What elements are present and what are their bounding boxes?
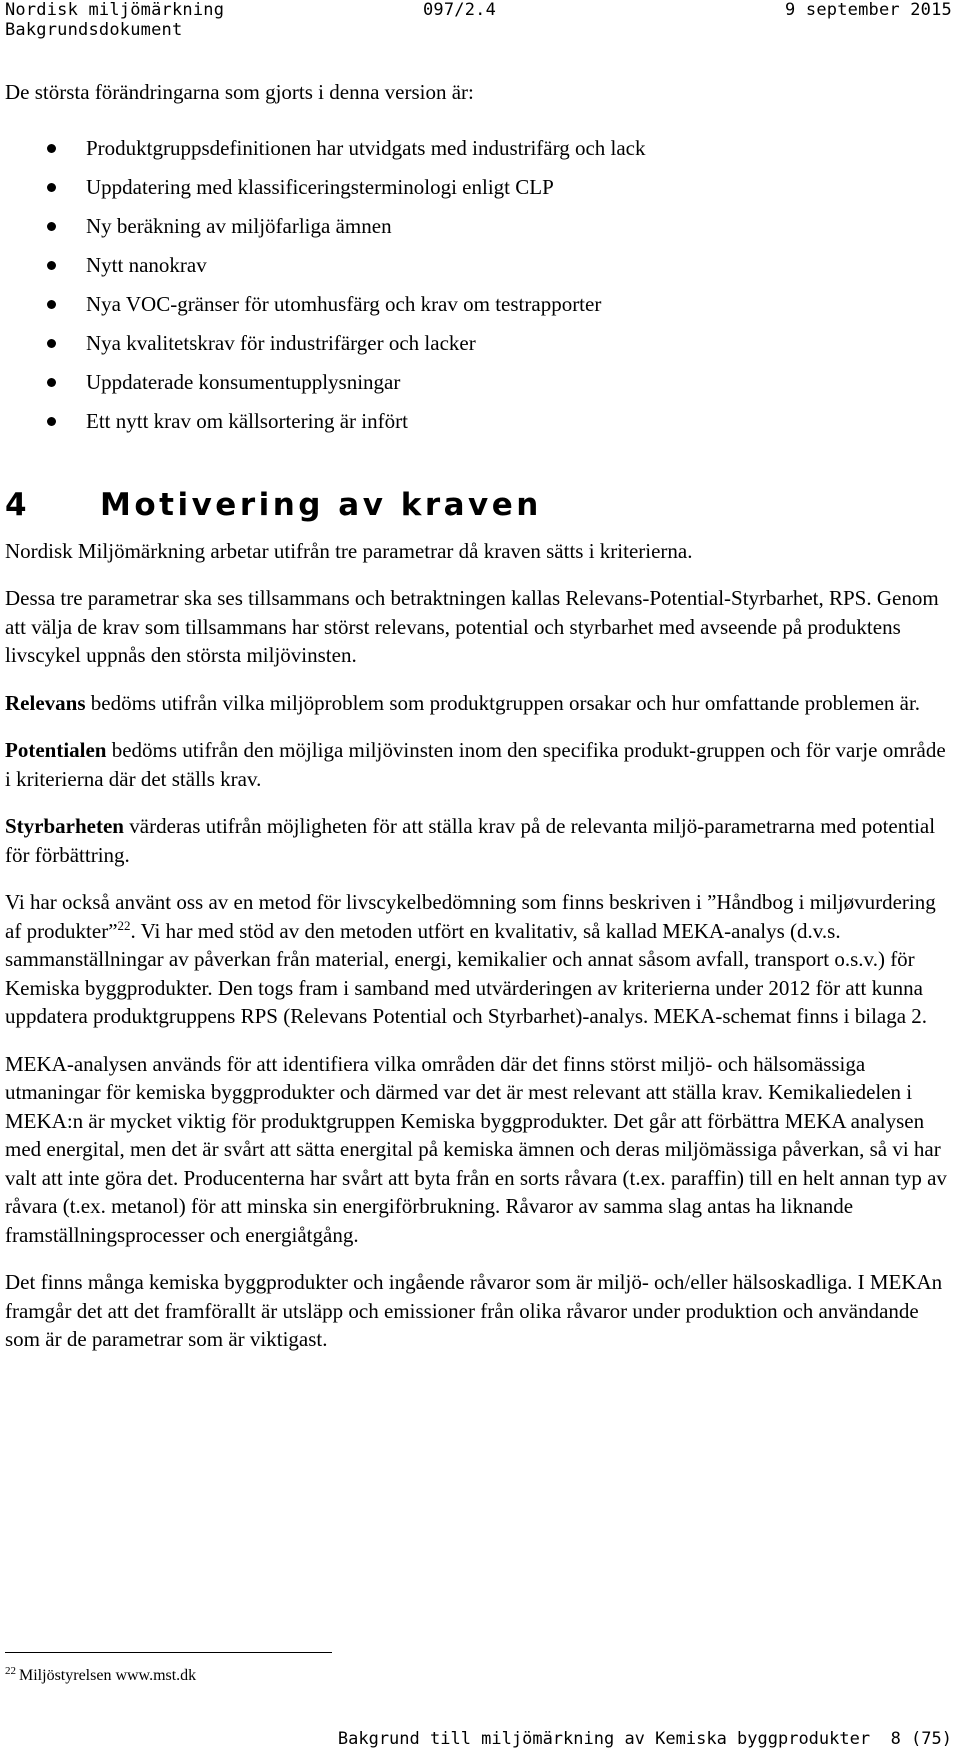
list-item: Nya kvalitetskrav för industrifärger och lacker	[5, 324, 955, 363]
paragraph-meka-method: Vi har också använt oss av en metod för livscykelbedömning som finns beskriven i ”Håndbog i miljøvurdering af produkter”$^{22}$. Vi har med stöd av den metoden utfört en kvalitativ, så kallad MEKA-analys (d.v.s. sammanställningar av påverkan från material, energi, kemikalier och annat såsom avfall, transport o.s.v.) för Kemiska byggprodukter. Den togs fram i samband med utvärderingen av kriterierna under 2012 för att kunna uppdatera produktgruppens RPS (Relevans Potential och Styrbarhet)-analys. MEKA-schemat finns i bilaga 2.	[5, 890, 936, 1028]
changes-list	[5, 129, 955, 441]
term-relevans: Relevans	[5, 690, 86, 715]
paragraph-meka-analysis: MEKA-analysen används för att identifiera vilka områden där det finns störst miljö- och hälsomässiga utmaningar för kemiska byggprodukter och därmed var det är mest relevant att ställa krav. Kemikaliedelen i MEKA:n är mycket viktig för produktgruppen Kemiska byggprodukter. Det går att förbättra MEKA analysen med energital, men det är svårt att sätta energital på kemiska ämnen och deras miljömässiga påverkan, så vi har valt att inte göra det. Producenterna har svårt att byta från en sorts råvara (t.ex. paraffin) till en helt annan typ av råvara (t.ex. metanol) för att minska sin energiförbrukning. Råvaror av samma slag antas ha liknande framställningsprocesser och energiåtgång.	[5, 1051, 947, 1247]
term-potential: Potentialen	[5, 738, 107, 762]
bullet-icon	[47, 183, 56, 192]
footnote-text: Miljöstyrelsen www.mst.dk	[19, 1667, 197, 1684]
paragraph-rps: Dessa tre parametrar ska ses tillsammans och betraktningen kallas Relevans-Potential-Styrbarhet, RPS. Genom att välja de krav som tillsammans har störst relevans, potential och styrbarhet med avseende på produktens livscykel uppnås den största miljövinsten.	[5, 586, 939, 667]
bullet-icon	[47, 144, 56, 153]
paragraph-parameters: Nordisk Miljömärkning arbetar utifrån tre parametrar då kraven sätts i kriterierna.	[5, 538, 693, 563]
footnote-reference[interactable]: 22	[117, 917, 131, 933]
list-item: Ny beräkning av miljöfarliga ämnen	[5, 207, 955, 246]
footnote-number: 22	[5, 1664, 16, 1677]
list-item: Produktgruppsdefinitionen har utvidgats med industrifärg och lack	[5, 129, 955, 168]
list-item: Nytt nanokrav	[5, 246, 955, 285]
section-title: Motivering av kraven	[100, 486, 542, 523]
section-number: 4	[5, 486, 31, 523]
page-number: 8 (75)	[890, 1729, 952, 1749]
bullet-icon	[47, 339, 56, 348]
footnote-divider	[5, 1652, 332, 1653]
header-doc-title: Nordisk miljömärkning	[5, 0, 225, 20]
header-doc-subtitle: Bakgrundsdokument	[5, 20, 183, 40]
paragraph-potential: Potentialen bedöms utifrån den möjliga miljövinsten inom den specifika produkt-gruppen och för varje område i kriterierna där det ställs krav.	[5, 738, 946, 791]
list-item: Ett nytt krav om källsortering är infört	[5, 402, 955, 441]
bullet-icon	[47, 261, 56, 270]
intro-text: De största förändringarna som gjorts i denna version är:	[5, 80, 474, 104]
footer-doc-name: Bakgrund till miljömärkning av Kemiska byggprodukter	[337, 1729, 871, 1749]
list-item: Uppdatering med klassificeringsterminologi enligt CLP	[5, 168, 955, 207]
paragraph-styrbarhet: Styrbarheten värderas utifrån möjligheten för att ställa krav på de relevanta miljö-parametrarna med potential för förbättring.	[5, 814, 936, 867]
bullet-icon	[47, 300, 56, 309]
page-body	[5, 78, 955, 1373]
header-version: 097/2.4	[423, 0, 497, 20]
list-item: Nya VOC-gränser för utomhusfärg och krav om testrapporter	[5, 285, 955, 324]
list-item: Uppdaterade konsumentupplysningar	[5, 363, 955, 402]
header-date: 9 september 2015	[785, 0, 952, 20]
term-styrbarhet: Styrbarheten	[5, 814, 124, 838]
footnote	[5, 1666, 196, 1686]
bullet-icon	[47, 222, 56, 231]
section-heading	[5, 483, 955, 527]
bullet-icon	[47, 378, 56, 387]
bullet-icon	[47, 417, 56, 426]
page-footer	[338, 1729, 952, 1749]
paragraph-chemical-products: Det finns många kemiska byggprodukter och ingående råvaror som är miljö- och/eller hälsoskadliga. I MEKAn framgår det att det framförallt är utsläpp och emissioner från olika råvaror under produktion och användande som är de parametrar som är viktigast.	[5, 1270, 943, 1351]
paragraph-relevans: Relevans bedöms utifrån vilka miljöproblem som produktgruppen orsakar och hur omfattande problemen är.	[5, 690, 921, 715]
